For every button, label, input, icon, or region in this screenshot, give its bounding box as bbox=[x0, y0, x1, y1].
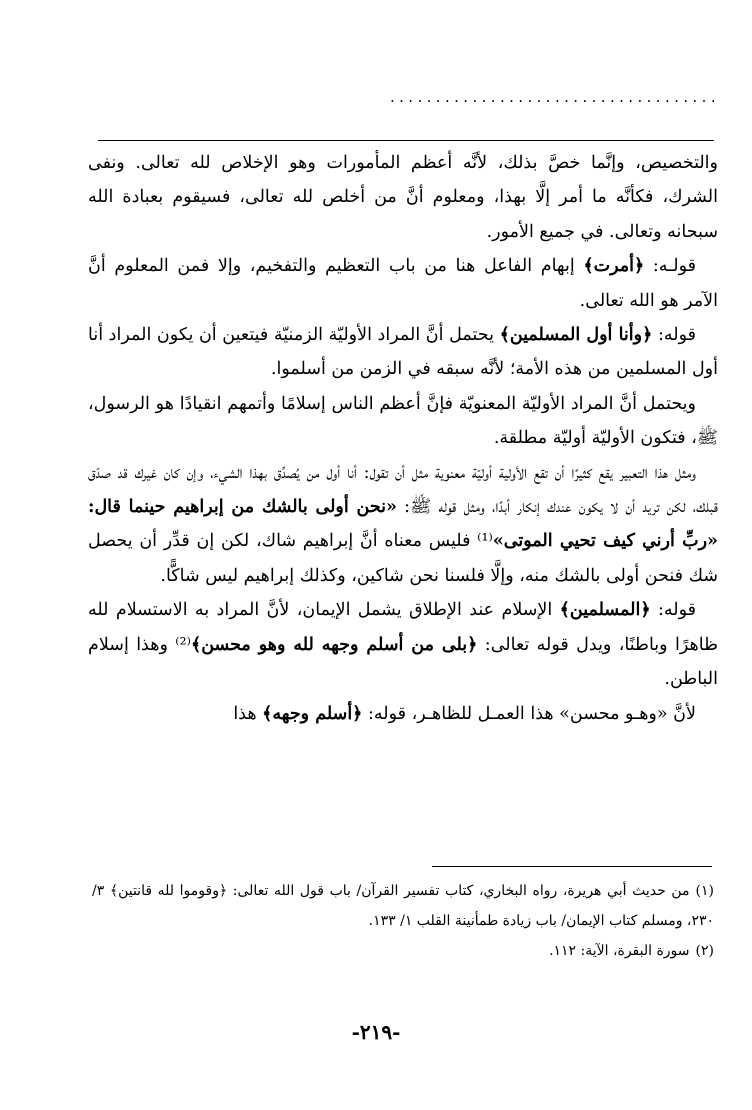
header-rule bbox=[98, 140, 714, 141]
footnote-text: سورة البقرة، الآية: ١١٢. bbox=[549, 943, 690, 959]
text-run: قوله: bbox=[652, 325, 696, 346]
text-run: هذا bbox=[233, 703, 263, 724]
paragraph bbox=[88, 387, 718, 456]
text-run: يحتمل أنَّ المراد الأوليّة الزمنيّة فيتعين أن يكون المراد أنا أول المسلمين من هذه الأمة؛ لأنَّه سبقه في الزمن من أسلموا. bbox=[88, 325, 718, 380]
footnote-number: (٢) bbox=[695, 943, 714, 959]
footnote-text: من حديث أبي هريرة، رواه البخاري، كتاب تفسير القرآن/ باب قول الله تعالى: ﴿وقوموا لله قانتين﴾ ٣/ ٢٣٠، ومسلم كتاب الإيمان/ باب زيادة طمأنينة القلب ١/ ١٣٣. bbox=[92, 883, 714, 929]
quoted-text: «نحن أولى بالشك من إبراهيم حينما قال: «ربِّ أرني كيف تحيي الموتى» bbox=[88, 497, 718, 552]
quoted-text: ﴿أمرت﴾ bbox=[583, 256, 645, 277]
quoted-text: ﴿وأنا أول المسلمين﴾ bbox=[499, 325, 653, 346]
text-run: ⁽²⁾ وهذا إسلام الباطن. bbox=[88, 634, 718, 690]
paragraph bbox=[88, 697, 718, 731]
text-run: ⁽¹⁾ فليس معناه أنَّ إبراهيم شاك، لكن إن قدِّر أن يحصل شك فنحن أولى بالشك منه، وإلَّا فلسنا نحن شاكين، وكذلك إبراهيم ليس شاكًّا. bbox=[88, 531, 718, 586]
footnote-number: (١) bbox=[695, 883, 714, 899]
text-run: قوله: bbox=[650, 600, 696, 621]
footnote bbox=[92, 936, 714, 966]
quoted-text: ﴿بلى من أسلم وجهه لله وهو محسن﴾ bbox=[190, 634, 478, 655]
text-run: والتخصيص، وإنَّما خصَّ بذلك، لأنَّه أعظم المأمورات وهو الإخلاص لله تعالى. ونفى الشرك، فكأنَّه ما أمر إلَّا بهذا، ومعلوم أنَّ من أخلص لله تعالى، فسيقوم بعبادة الله سبحانه وتعالى. في جميع الأمور. bbox=[88, 153, 718, 242]
text-run: الإسلام عند الإطلاق يشمل الإيمان، لأنَّ المراد به الاستسلام لله ظاهرًا وباطنًا، ويدل قوله تعالى: bbox=[88, 600, 719, 655]
text-run: لأنَّ «وهـو محسن» هذا العمـل للظاهـر، قوله: bbox=[362, 703, 696, 724]
text-run: قولـه: bbox=[644, 256, 696, 277]
text-run: إبهام الفاعل هنا من باب التعظيم والتفخيم، وإلا فمن المعلوم أنَّ الآمر هو الله تعالى. bbox=[88, 256, 718, 311]
paragraph bbox=[88, 249, 718, 318]
footnote bbox=[92, 876, 714, 936]
quoted-text: ﴿المسلمين﴾ bbox=[559, 600, 651, 621]
paragraph bbox=[88, 456, 718, 594]
header-dotted-line: .................................... bbox=[389, 88, 720, 106]
main-text bbox=[88, 146, 718, 731]
text-run: ومثل هذا التعبير يقع كثيرًا أن تقع الأولية أوليّة معنوية مثل أن تقول: أنا أول من يُصدِّق بهذا الشيء، وإن كان غيرك قد صدّق قبلك، لكن تريد أن لا يكون عندك إنكار أبدًا، ومثل قوله ﷺ: bbox=[88, 462, 718, 518]
footnote-separator bbox=[432, 866, 712, 867]
paragraph bbox=[88, 593, 718, 696]
quoted-text: ﴿أسلم وجهه﴾ bbox=[262, 703, 363, 724]
page-number: -٢١٩- bbox=[351, 1020, 401, 1044]
paragraph bbox=[88, 318, 718, 387]
footnotes bbox=[92, 876, 714, 966]
paragraph bbox=[88, 146, 718, 249]
text-run: ويحتمل أنَّ المراد الأوليّة المعنويّة فإنَّ أعظم الناس إسلامًا وأتمهم انقيادًا هو الرسول، ﷺ، فتكون الأوليّة أوليّة مطلقة. bbox=[88, 393, 718, 449]
